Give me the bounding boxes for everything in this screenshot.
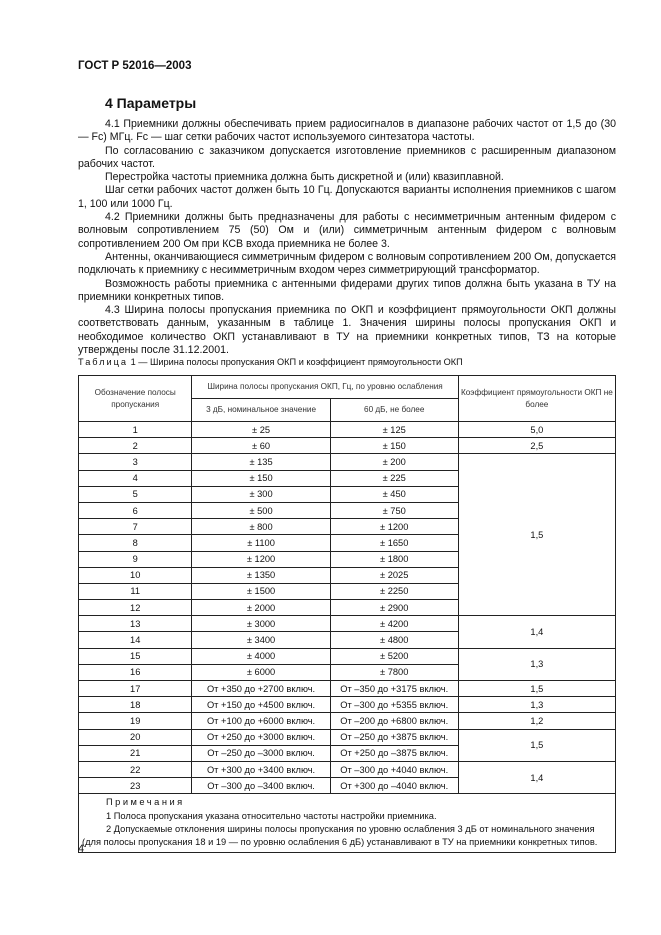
- band-id: 16: [79, 664, 192, 680]
- table-row: [79, 616, 616, 632]
- bandwidth-3db: ± 1100: [192, 535, 330, 551]
- bandwidth-3db: ± 300: [192, 486, 330, 502]
- bandwidth-table: [78, 375, 616, 853]
- coef-value: 1,5: [458, 681, 615, 697]
- col-header-3db: 3 дБ, номинальное значение: [192, 399, 330, 422]
- bandwidth-60db: ± 2900: [330, 600, 458, 616]
- bandwidth-60db: От –200 до +6800 включ.: [330, 713, 458, 729]
- section-title: 4 Параметры: [105, 95, 197, 111]
- bandwidth-3db: От +250 до +3000 включ.: [192, 729, 330, 745]
- table-row: [79, 422, 616, 438]
- col-header-60db: 60 дБ, не более: [330, 399, 458, 422]
- band-id: 2: [79, 438, 192, 454]
- band-id: 21: [79, 745, 192, 761]
- bandwidth-3db: ± 1200: [192, 551, 330, 567]
- bandwidth-3db: ± 60: [192, 438, 330, 454]
- band-id: 1: [79, 422, 192, 438]
- band-id: 22: [79, 761, 192, 777]
- notes-title: Примечания: [106, 797, 185, 808]
- bandwidth-3db: ± 500: [192, 502, 330, 518]
- bandwidth-60db: ± 1650: [330, 535, 458, 551]
- table-row: [79, 761, 616, 777]
- bandwidth-60db: ± 750: [330, 502, 458, 518]
- paragraph: 4.2 Приемники должны быть предназначены для работы с несимметричным антенным фидером с волновым сопротивлением 75 (50) Ом и (или) симметричным антенным фидером с волновым сопротивлением 200 Ом при КСВ входа приемника не более 3.: [78, 211, 616, 250]
- table-caption: Таблица 1 — Ширина полосы пропускания ОКП и коэффициент прямоугольности ОКП: [78, 357, 463, 367]
- table-row: [79, 729, 616, 745]
- note: 1 Полоса пропускания указана относительно частоты настройки приемника.: [106, 810, 437, 821]
- bandwidth-3db: ± 1350: [192, 567, 330, 583]
- col-header-bandwidth: Ширина полосы пропускания ОКП, Гц, по уровню ослабления: [192, 376, 458, 399]
- paragraph: Перестройка частоты приемника должна быть дискретной и (или) квазиплавной.: [105, 171, 504, 184]
- band-id: 4: [79, 470, 192, 486]
- bandwidth-3db: ± 6000: [192, 664, 330, 680]
- band-id: 13: [79, 616, 192, 632]
- bandwidth-60db: ± 1800: [330, 551, 458, 567]
- bandwidth-3db: От –300 до –3400 включ.: [192, 778, 330, 794]
- bandwidth-3db: ± 3400: [192, 632, 330, 648]
- bandwidth-60db: ± 225: [330, 470, 458, 486]
- bandwidth-3db: ± 3000: [192, 616, 330, 632]
- bandwidth-60db: ± 2025: [330, 567, 458, 583]
- bandwidth-60db: ± 200: [330, 454, 458, 470]
- bandwidth-3db: ± 4000: [192, 648, 330, 664]
- band-id: 23: [79, 778, 192, 794]
- band-id: 15: [79, 648, 192, 664]
- band-id: 19: [79, 713, 192, 729]
- coef-value: 1,3: [458, 697, 615, 713]
- bandwidth-3db: ± 800: [192, 519, 330, 535]
- table-row: [79, 648, 616, 664]
- bandwidth-60db: От –250 до +3875 включ.: [330, 729, 458, 745]
- bandwidth-60db: От –300 до +4040 включ.: [330, 761, 458, 777]
- bandwidth-60db: ± 2250: [330, 583, 458, 599]
- bandwidth-3db: ± 25: [192, 422, 330, 438]
- paragraph: Возможность работы приемника с антенными фидерами других типов должна быть указана в ТУ на приемники конкретных типов.: [78, 277, 616, 303]
- col-header-coef: Коэффициент прямоугольности ОКП не более: [458, 376, 615, 422]
- bandwidth-3db: От –250 до –3000 включ.: [192, 745, 330, 761]
- paragraph: 4.1 Приемники должны обеспечивать прием радиосигналов в диапазоне рабочих частот от 1,5 до (30 — Fc) МГц. Fc — шаг сетки рабочих частот используемого синтезатора частоты.: [78, 118, 616, 144]
- band-id: 20: [79, 729, 192, 745]
- bandwidth-60db: От –350 до +3175 включ.: [330, 681, 458, 697]
- coef-value: 1,5: [458, 454, 615, 616]
- band-id: 11: [79, 583, 192, 599]
- coef-value: 1,5: [458, 729, 615, 761]
- band-id: 5: [79, 486, 192, 502]
- paragraph: Антенны, оканчивающиеся симметричным фидером с волновым сопротивлением 200 Ом, допускается подключать к приемнику с несимметричным входом через симметрирующий трансформатор.: [78, 250, 616, 277]
- bandwidth-60db: ± 150: [330, 438, 458, 454]
- paragraph: По согласованию с заказчиком допускается изготовление приемников с расширенным диапазоном рабочих частот.: [78, 144, 616, 170]
- bandwidth-60db: ± 4200: [330, 616, 458, 632]
- standard-header: ГОСТ Р 52016—2003: [78, 60, 192, 72]
- coef-value: 1,2: [458, 713, 615, 729]
- bandwidth-60db: ± 5200: [330, 648, 458, 664]
- band-id: 18: [79, 697, 192, 713]
- col-header-band: Обозначение полосы пропускания: [79, 376, 192, 422]
- bandwidth-3db: ± 135: [192, 454, 330, 470]
- bandwidth-60db: ± 125: [330, 422, 458, 438]
- bandwidth-3db: От +150 до +4500 включ.: [192, 697, 330, 713]
- band-id: 10: [79, 567, 192, 583]
- paragraph: 4.3 Ширина полосы пропускания приемника по ОКП и коэффициент прямоугольности ОКП должны соответствовать данным, указанным в таблице 1. Значения ширины полосы пропускания ОКП и необходимое количество ОКП устанавливают в ТУ на приемники конкретных типов, ТЗ на которые утверждены после 31.12.2001.: [78, 304, 616, 357]
- page-number: 4: [78, 843, 85, 855]
- band-id: 17: [79, 681, 192, 697]
- band-id: 12: [79, 600, 192, 616]
- band-id: 6: [79, 502, 192, 518]
- bandwidth-3db: ± 2000: [192, 600, 330, 616]
- body-text: [78, 118, 616, 357]
- note: 2 Допускаемые отклонения ширины полосы пропускания по уровню ослабления 3 дБ от номинального значения (для полосы пропускания 18 и 19 — по уровню ослабления 6 дБ) устанавливают в ТУ на приемники конкретных типов.: [82, 823, 598, 847]
- bandwidth-60db: ± 1200: [330, 519, 458, 535]
- band-id: 14: [79, 632, 192, 648]
- bandwidth-60db: ± 4800: [330, 632, 458, 648]
- band-id: 9: [79, 551, 192, 567]
- band-id: 7: [79, 519, 192, 535]
- band-id: 3: [79, 454, 192, 470]
- bandwidth-3db: ± 150: [192, 470, 330, 486]
- table-row: [79, 454, 616, 470]
- bandwidth-3db: От +350 до +2700 включ.: [192, 681, 330, 697]
- bandwidth-60db: От +300 до –4040 включ.: [330, 778, 458, 794]
- table-row: [79, 438, 616, 454]
- coef-value: 1,4: [458, 761, 615, 793]
- table-notes: [79, 794, 616, 853]
- bandwidth-60db: От +250 до –3875 включ.: [330, 745, 458, 761]
- bandwidth-3db: От +300 до +3400 включ.: [192, 761, 330, 777]
- bandwidth-3db: От +100 до +6000 включ.: [192, 713, 330, 729]
- band-id: 8: [79, 535, 192, 551]
- bandwidth-60db: ± 7800: [330, 664, 458, 680]
- coef-value: 1,3: [458, 648, 615, 680]
- paragraph: Шаг сетки рабочих частот должен быть 10 Гц. Допускаются варианты исполнения приемников с шагом 1, 100 или 1000 Гц.: [78, 184, 616, 210]
- coef-value: 2,5: [458, 438, 615, 454]
- coef-value: 1,4: [458, 616, 615, 648]
- table-row: [79, 713, 616, 729]
- bandwidth-3db: ± 1500: [192, 583, 330, 599]
- bandwidth-60db: ± 450: [330, 486, 458, 502]
- table-row: [79, 681, 616, 697]
- table-row: [79, 697, 616, 713]
- coef-value: 5,0: [458, 422, 615, 438]
- bandwidth-60db: От –300 до +5355 включ.: [330, 697, 458, 713]
